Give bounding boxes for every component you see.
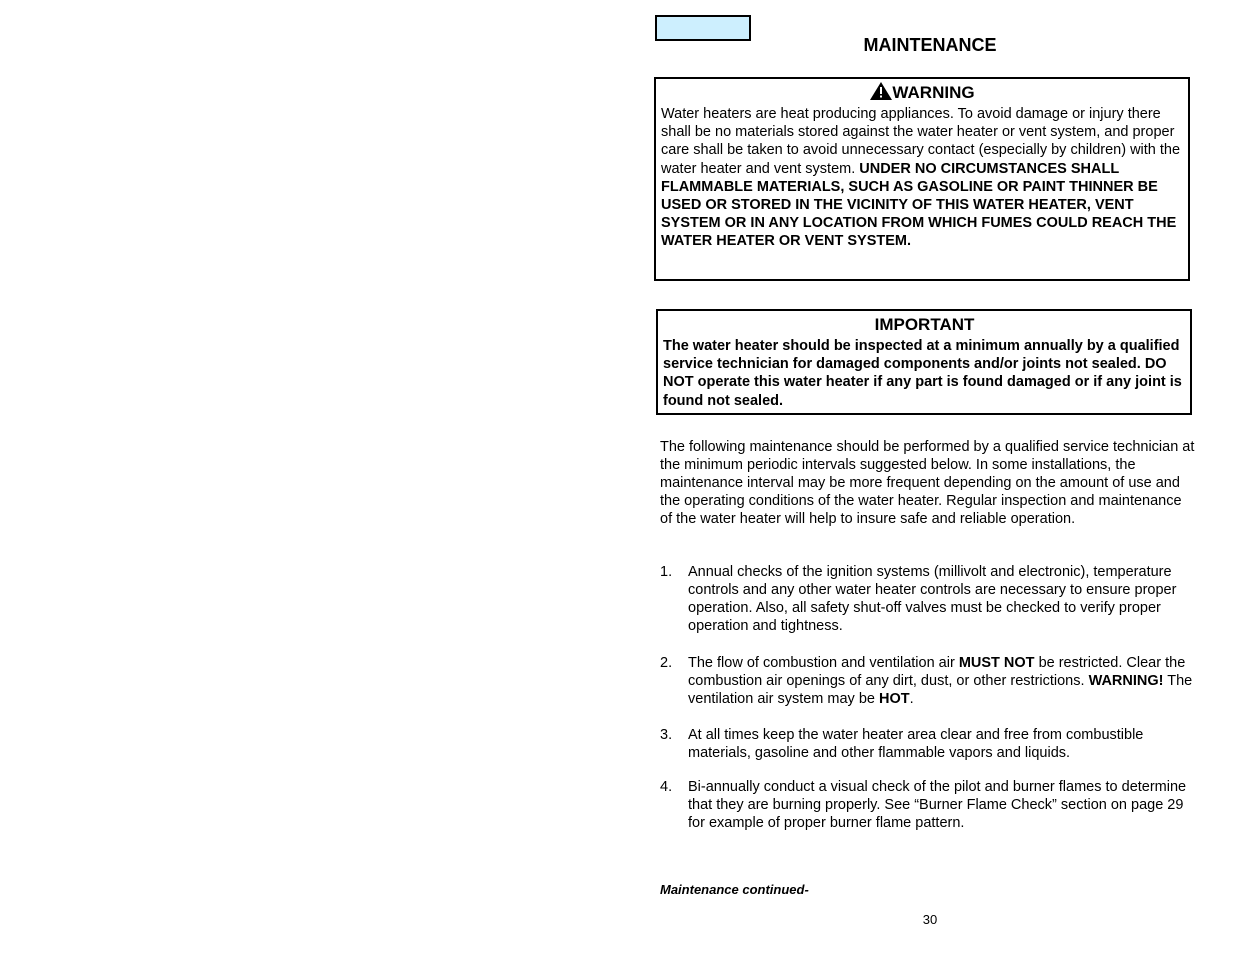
list-item-number: 4. (660, 779, 673, 795)
list-item-number: 1. (660, 564, 673, 580)
list-item-text-part: . (909, 691, 914, 708)
list-item-text-part: The flow of combustion and ventilation air (688, 655, 959, 671)
list-item (660, 778, 1195, 832)
list-item-text: At all times keep the water heater area clear and free from combustible materials, gasoline and other flammable vapors and liquids. (688, 727, 1144, 762)
important-title: IMPORTANT (874, 315, 975, 334)
list-item-text-part: be restricted. Clear the combustion air openings of any dirt, dust, or other restrictions. (688, 655, 1186, 690)
list-item-text-part: The ventilation air system may be (688, 673, 1193, 708)
warning-box (654, 77, 1190, 281)
list-item (660, 654, 1195, 708)
list-item-text: Annual checks of the ignition systems (millivolt and electronic), temperature controls and any other water heater controls are necessary to ensure proper operation. Also, all safety shut-off valves must be checked to verify proper operation and tightness. (688, 564, 1177, 635)
warning-text-bold: UNDER NO CIRCUMSTANCES SHALL FLAMMABLE MATERIALS, SUCH AS GASOLINE OR PAINT THINNER BE USED OR STORED IN THE VICINITY OF THIS WATER HEATER, VENT SYSTEM OR IN ANY LOCATION FROM WHICH FUMES COULD REACH THE WATER HEATER OR VENT SYSTEM. (661, 160, 1177, 250)
important-text: The water heater should be inspected at a minimum annually by a qualified service technician for damaged components and/or joints not sealed. DO NOT operate this water heater if any part is found damaged or if any joint is found not sealed. (663, 338, 1182, 409)
list-item-number: 3. (660, 727, 673, 743)
page-number: 30 (922, 912, 938, 927)
page-title: MAINTENANCE (863, 35, 997, 55)
list-item-text: Bi-annually conduct a visual check of the pilot and burner flames to determine that they are burning properly. See “Burner Flame Check” section on page 29 for example of proper burner flame pattern. (688, 779, 1187, 832)
list-item (660, 726, 1195, 762)
warning-text-normal: Water heaters are heat producing appliances. To avoid damage or injury there shall be no materials stored against the water heater or vent system, and proper care shall be taken to avoid unnecessary contact (especially by children) with the water heater and vent system. (661, 106, 1181, 177)
list-item-text-bold: WARNING! (1088, 673, 1164, 690)
list-item-text-bold: HOT (879, 691, 910, 708)
maintenance-continued-note: Maintenance continued- (660, 882, 809, 897)
important-box (656, 309, 1192, 415)
warning-title: WARNING (892, 83, 975, 102)
warning-header (661, 81, 1184, 105)
intro-paragraph: The following maintenance should be performed by a qualified service technician at the minimum periodic intervals suggested below. In some installations, the maintenance interval may be more frequent depending on the amount of use and the operating conditions of the water heater. Regular inspection and maintenance of the water heater will help to insure safe and reliable operation. (660, 439, 1195, 528)
warning-triangle-icon (870, 83, 892, 102)
list-item (660, 563, 1195, 635)
list-item-text (688, 654, 1195, 708)
section-tab-marker (655, 15, 751, 41)
list-item-text-bold: MUST NOT (958, 655, 1035, 671)
warning-text (661, 105, 1184, 251)
list-item-number: 2. (660, 655, 673, 671)
